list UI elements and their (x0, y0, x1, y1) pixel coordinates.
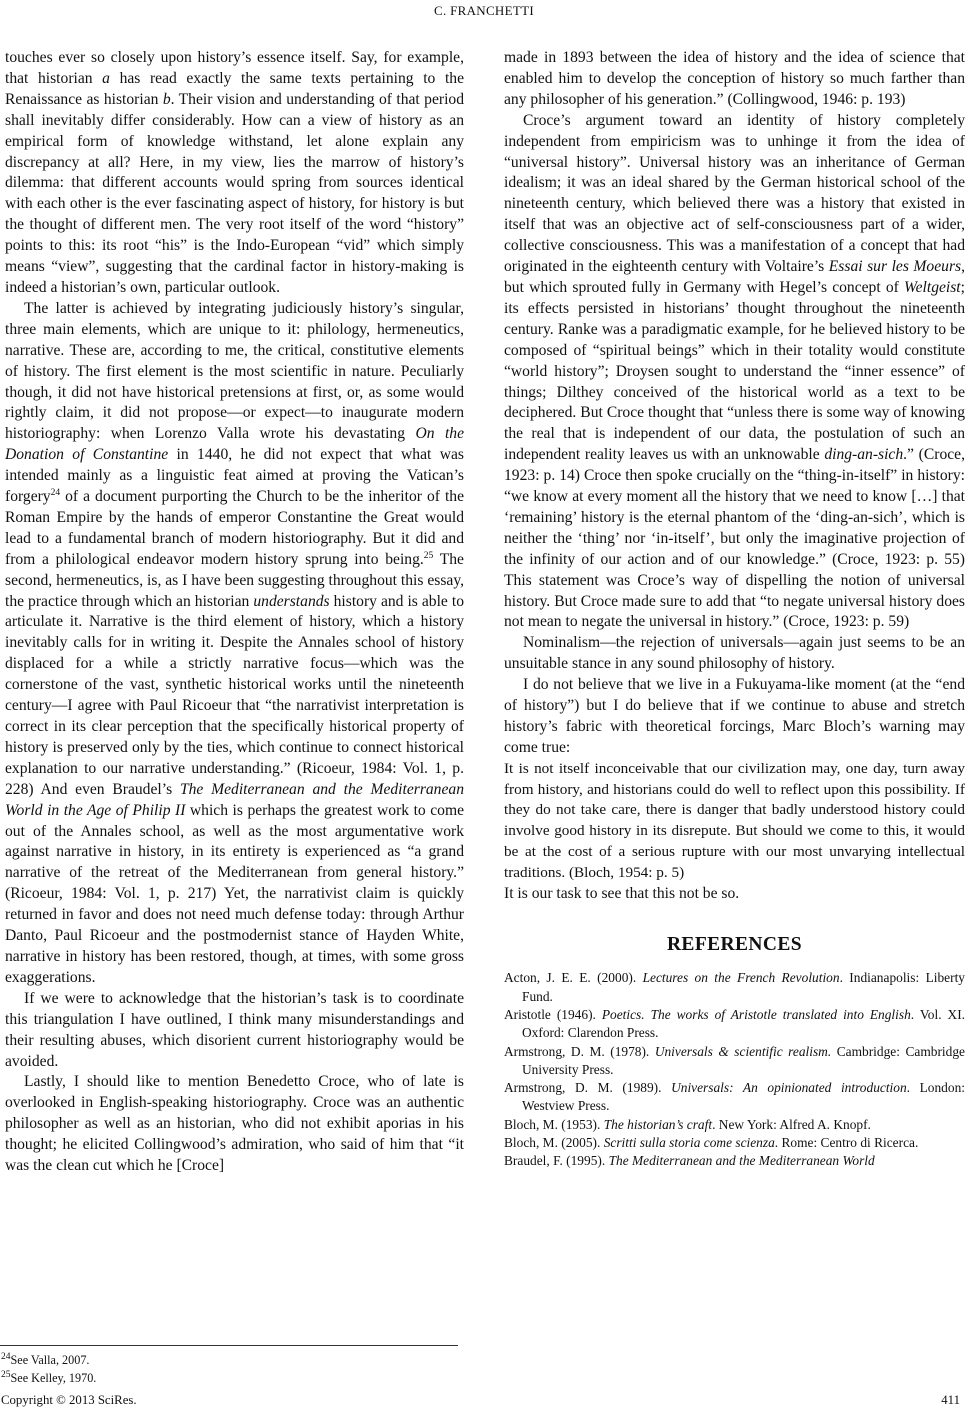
paragraph: Nominalism—the rejection of universals—again just seems to be an unsuitable stance in any sound philosophy of history. (504, 634, 965, 673)
reference-item: Braudel, F. (1995). The Mediterranean and the Mediterranean World (504, 1153, 875, 1169)
reference-item: Aristotle (1946). Poetics. The works of Aristotle translated into English. Vol. XI. Oxford: Clarendon Press. (504, 1007, 966, 1041)
paragraph: If we were to acknowledge that the historian’s task is to coordinate this triangulation I have outlined, I think many misunderstandings and their resulting abuses, which disorient current historiography would be avoided. (5, 989, 464, 1070)
references-heading: REFERENCES (666, 933, 803, 955)
footnote-item: $^{24}$See Valla, 2007. (1, 1351, 90, 1367)
reference-item: Armstrong, D. M. (1989). Universals: An opinionated introduction. London: Westview Press. (504, 1080, 965, 1114)
page-number: 411 (941, 1393, 960, 1407)
footnote-item: $^{25}$See Kelley, 1970. (1, 1369, 97, 1385)
footnote-rule (0, 1345, 458, 1346)
footnote-ref[interactable]: 25 (423, 550, 434, 561)
paragraph: Croce’s argument toward an identity of history completely independent from empiricism was to unhinge it from the idea of “universal history”. Universal history was an inheritance of German idealism; it was an ideal shared by the German historical school of the nineteenth century, which believed there was a history that existed in itself that was an objective act of self-consciousness part of a wider, collective consciousness. This was a manifestation of a concept that had originated in the eighteenth century with Voltaire’s Essai sur les Moeurs, but which sprouted fully in Germany with Hegel’s concept of Weltgeist; its effects persisted in historians’ thought throughout the nineteenth century. Ranke was a paradigmatic example, for he believed history to be composed of “spiritual beings” which in their totality would constitute “world history”; Droysen sought to understand the “inner essence” of things; Dilthey conceived of the historical world as a text to be deciphered. But Croce thought that “unless there is some way of knowing the real that is independent of our data, the postulation of such an independent reality leaves us with an unknowable ding-an-sich.” (Croce, 1923: p. 14) Croce then spoke crucially on the “thing-in-itself” in history: “we know at every moment all the history that we need to know […] that ‘remaining’ history is the eternal phantom of the ‘ding-an-sich’, which is neither the ‘thing’ nor ‘in-itself’, but only the imaginative projection of the infinity of our action and of our knowledge.” (Croce, 1923: p. 55) This statement was Croce’s way of dispelling the notion of universal history. But Croce made sure to add that “to negate universal history does not mean to negate the universal in history.” (Croce, 1923: p. 59) (504, 111, 965, 631)
paragraph: It is our task to see that this not be so. (504, 884, 740, 902)
footnotes (1, 1351, 96, 1387)
running-head: C. FRANCHETTI (434, 3, 534, 18)
paragraph: I do not believe that we live in a Fukuyama-like moment (at the “end of history”) but I do believe that if we continue to abuse and stretch history’s fabric with theoretical forcings, Marc Bloch’s warning may come true: (504, 676, 965, 756)
reference-item: Armstrong, D. M. (1978). Universals & scientific realism. Cambridge: Cambridge University Press. (504, 1043, 965, 1077)
paragraph: made in 1893 between the idea of history and the idea of science that enabled him to develop the conception of history so much farther than any philosopher of his generation.” (Collingwood, 1946: p. 193) (504, 49, 965, 108)
reference-item: Acton, J. E. E. (2000). Lectures on the French Revolution. Indianapolis: Liberty Fund. (504, 970, 965, 1004)
reference-item: Bloch, M. (1953). The historian’s craft. New York: Alfred A. Knopf. (504, 1116, 871, 1132)
right-column (504, 48, 965, 1171)
copyright-notice: Copyright © 2013 SciRes. (1, 1393, 137, 1407)
block-quote: It is not itself inconceivable that our civilization may, one day, turn away from history, and historians could do well to reflect upon this possibility. If they do not take care, there is danger that badly understood history could involve good history in its disrepute. But should we come to this, it would be at the cost of a serious rupture with our most unvarying intellectual traditions. (Bloch, 1954: p. 5) (504, 759, 965, 881)
reference-item: Bloch, M. (2005). Scritti sulla storia come scienza. Rome: Centro di Ricerca. (504, 1135, 919, 1151)
paragraph: The latter is achieved by integrating judiciously history’s singular, three main elements, which are unique to it: philology, hermeneutics, narrative. These are, according to me, the critical, constitutive elements of history. The first element is the most scientific in nature. Peculiarly though, it did not have historical pretensions at first, or, as some would rightly claim, it did not propose—or expect—to inaugurate modern historiography: when Lorenzo Valla wrote his devastating On the Donation of Constantine in 1440, he did not expect that what was intended mainly as a linguistic feat aimed at proving the Vatican’s forgery$^{24}$ of a document purporting the Church to be the inheritor of the Roman Empire by the hands of emperor Constantine the Great would lead to a fundamental branch of modern historiography. But it did and from a philological endeavor modern history sprung into being.$^{25}$ The second, hermeneutics, is, as I have been suggesting throughout this essay, the practice through which an historian understands history and is able to articulate it. Narrative is the third element of history, which a history inevitably calls for in writing it. Despite the Annales school of history displaced for a while a strictly narrative focus—which was the cornerstone of the vast, synthetic historical works until the nineteenth century—I agree with Paul Ricoeur that “the narrativist interpretation is correct in its clear perception that the specifically historical property of history is preserved only by the ties, which continue to connect historical explanation to our narrative understanding.” (Ricoeur, 1984: Vol. 1, p. 228) And even Braudel’s The Mediterranean and the Mediterranean World in the Age of Philip II which is perhaps the greatest work to come out of the Annales school, as well as the most argumentative work against narrative in history, in its entirety is experienced as “a grand narrative of the retreat of the Mediterranean from general history.” (Ricoeur, 1984: Vol. 1, p. 217) Yet, the narrativist claim is quickly returned in favor and does not need much defense today: through Arthur Danto, Paul Ricoeur and the postmodernist stance of Hayden White, narrative in history has been restored, though, at times, with some gross exaggerations. (5, 299, 465, 986)
paragraph: touches ever so closely upon history’s essence itself. Say, for example, that historian a has read exactly the same texts pertaining to the Renaissance as historian b. Their vision and understanding of that period shall inevitably differ considerably. How can a view of history as an empirical form of knowledge withstand, let alone explain any discrepancy at all? Here, in my view, lies the marrow of history’s dilemma: that different accounts would spring from sources identical with each other is the ever fascinating aspect of history, for history is but the thought of different men. The very root itself of the word “history” points to this: its root “his” is the Indo-European “vid” which simply means “view”, suggesting that the cardinal factor in history-making is indeed a historian’s own, particular outlook. (5, 49, 464, 296)
references-list (504, 969, 965, 1170)
paragraph: Lastly, I should like to mention Benedetto Croce, who of late is overlooked in English-speaking historiography. Croce was an authentic philosopher as well as an historian, who did not exhibit aporias in his thought; he elicited Collingwood’s admiration, who said of him that “it was the clean cut which he [Croce] (5, 1073, 464, 1175)
footnote-ref[interactable]: 24 (50, 487, 61, 498)
left-column (5, 48, 464, 1177)
